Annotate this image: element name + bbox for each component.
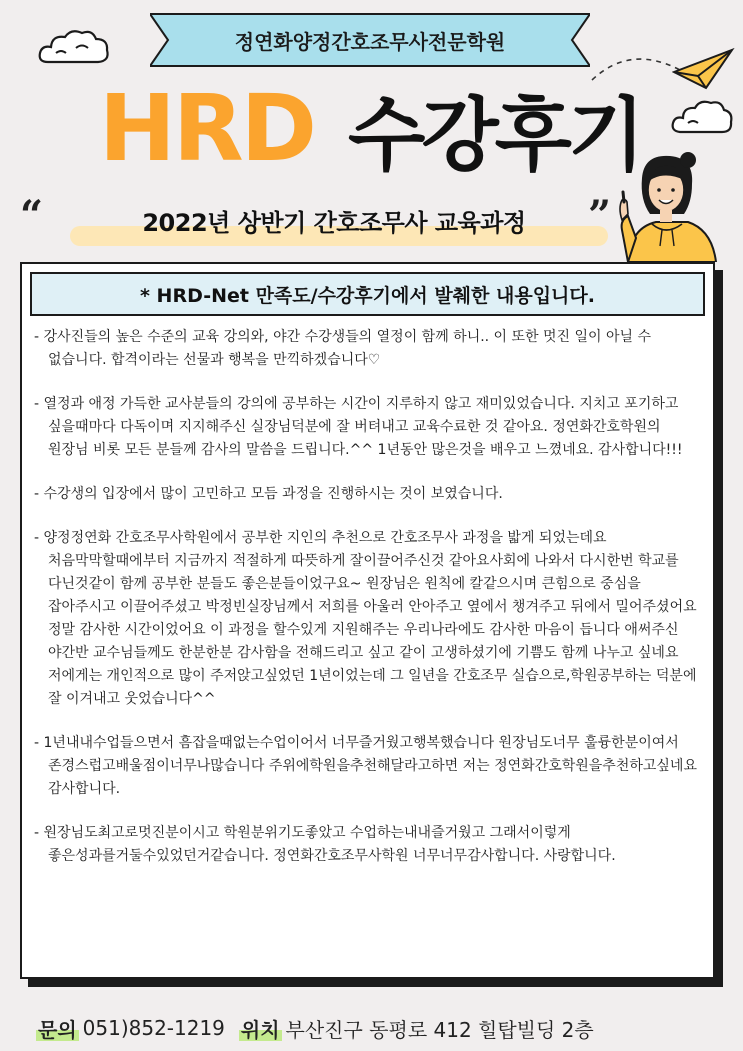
academy-banner: [150, 10, 590, 70]
contact-label: 문의: [38, 1017, 77, 1042]
paper-plane-icon: [672, 46, 736, 94]
review-item: - 원장님도최고로멋진분이시고 학원분위기도좋았고 수업하는내내즐거웠고 그래서이렇게 좋은성과를거둘수있었던거같습니다. 정연화간호조무사학원 너무너무감사합니다. 사랑합니다.: [34, 822, 702, 868]
phone-number[interactable]: 051)852-1219: [82, 1016, 225, 1040]
title-reviews: 수강후기: [348, 88, 642, 182]
review-item: - 열정과 애정 가득한 교사분들의 강의에 공부하는 시간이 지루하지 않고 재미있었습니다. 지치고 포기하고 싶을때마다 다독이며 지지해주신 실장님덕분에 잘 버텨내고 교육수료한 것 같아요. 정연화간호학원의 원장님 비롯 모든 분들께 감사의 말씀을 드립니다.^^ 1년동안 많은것을 배우고 느꼈네요. 감사합니다!!!: [34, 393, 702, 462]
review-list: [34, 326, 702, 889]
academy-name: 정연화양정간호조무사전문학원: [234, 29, 506, 54]
title-hrd: HRD: [98, 74, 315, 182]
address: 부산진구 동평로 412 힐탑빌딩 2층: [285, 1017, 594, 1042]
review-card: [20, 262, 715, 979]
close-quote-mark: ”: [588, 192, 612, 239]
course-subtitle: 2022년 상반기 간호조무사 교육과정: [142, 208, 526, 237]
footer-contact: [38, 1012, 728, 1044]
review-item: - 수강생의 입장에서 많이 고민하고 모듬 과정을 진행하시는 것이 보였습니다.: [34, 483, 702, 506]
review-item: - 양정정연화 간호조무사학원에서 공부한 지인의 추천으로 간호조무사 과정을 밟게 되었는데요 처음막막할때에부터 지금까지 적절하게 따뜻하게 잘이끌어주신것 같아요사회에 나와서 다시한번 학교를 다닌것같이 함께 공부한 분들도 좋은분들이었구요~ 원장님은 원칙에 칼같으시며 큰힘으로 중심을 잡아주시고 이끌어주셨고 박정빈실장님께서 저희를 아울러 안아주고 옆에서 챙겨주고 뒤에서 밀어주셨어요 정말 감사한 시간이었어요 이 과정을 할수있게 지원해주는 우리나라에도 감사한 마음이 듭니다 애써주신 야간반 교수님들께도 한분한분 감사함을 전해드리고 싶고 같이 고생하셨기에 기쁨도 함께 나누고 싶네요 저에게는 개인적으로 많이 주저앉고싶었던 1년이었는데 그 일년을 간호조무 실습으로,학원공부하는 덕분에 잘 이겨내고 웃었습니다^^: [34, 527, 702, 711]
card-header: * HRD-Net 만족도/수강후기에서 발췌한 내용입니다.: [30, 272, 705, 316]
subtitle-block: [20, 190, 640, 254]
review-item: - 강사진들의 높은 수준의 교육 강의와, 야간 수강생들의 열정이 함께 하니.. 이 또한 멋진 일이 아닐 수 없습니다. 합격이라는 선물과 행복을 만끽하겠습니다♡: [34, 326, 702, 372]
review-item: - 1년내내수업들으면서 흠잡을때없는수업이어서 너무즐거웠고행복했습니다 원장님도너무 훌륭한분이여서 존경스럽고배울점이너무나많습니다 주위에학원을추천해달라고하면 저는 정연화간호학원을추천하고싶네요 감사합니다.: [34, 732, 702, 801]
open-quote-mark: “: [20, 192, 44, 239]
cloud-icon: [36, 26, 112, 70]
page-title: [70, 72, 670, 184]
location-label: 위치: [240, 1017, 280, 1042]
cloud-icon: [670, 96, 734, 140]
